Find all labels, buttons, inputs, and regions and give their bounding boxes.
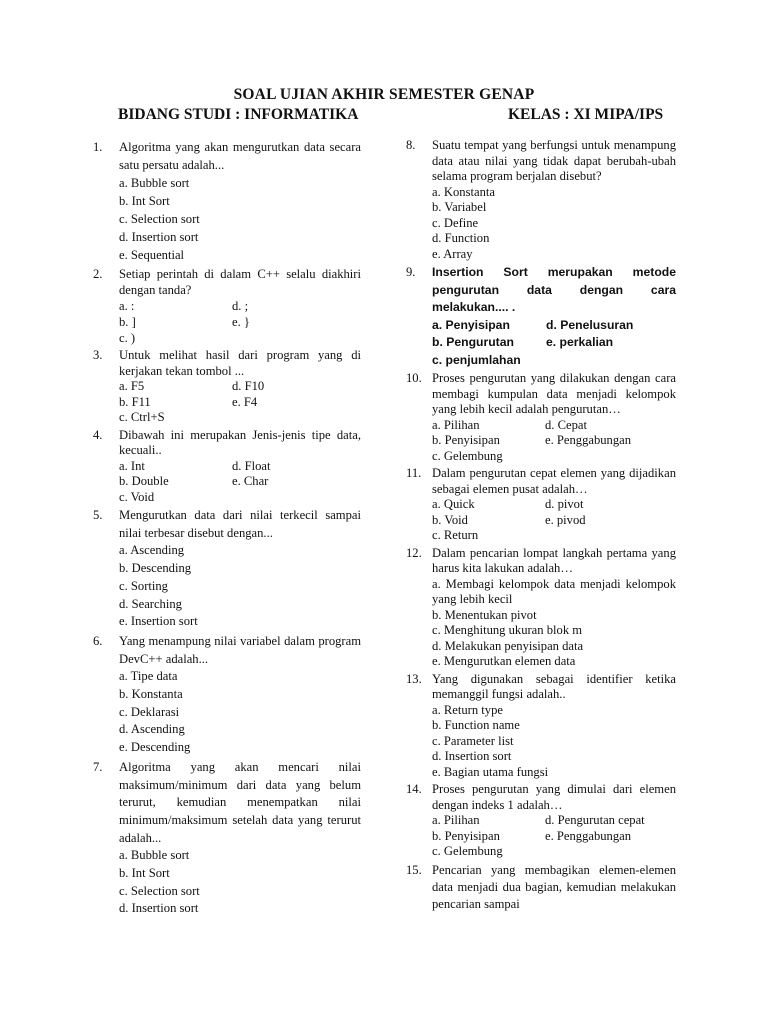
- option: b. Int Sort: [119, 866, 170, 881]
- question-1: [93, 138, 361, 264]
- option: b. Void: [432, 512, 468, 527]
- option: c. ): [119, 331, 136, 345]
- option: b. Descending: [119, 561, 192, 576]
- option: d. pivot: [545, 497, 584, 511]
- exam-title: SOAL UJIAN AKHIR SEMESTER GENAP: [233, 86, 535, 103]
- option: e. Descending: [119, 740, 191, 755]
- option: d. Function: [432, 231, 490, 245]
- question-9: [406, 264, 676, 369]
- option: e. Char: [232, 474, 269, 488]
- question-text: Dalam pengurutan cepat elemen yang dijadikan sebagai elemen pusat adalah…: [432, 466, 676, 496]
- class-label: KELAS : XI MIPA/IPS: [508, 106, 664, 123]
- question-text: Proses pengurutan yang dimulai dari elemen dengan indeks 1 adalah…: [432, 782, 676, 812]
- question-text: Dalam pencarian lompat langkah pertama yang harus kita lakukan adalah…: [432, 545, 676, 575]
- question-8: [406, 138, 676, 262]
- question-text: Suatu tempat yang berfungsi untuk menampung data atau nilai yang tidak dapat berubah-ubah selama program berjalan disebut?: [432, 138, 676, 183]
- question-15: [406, 862, 676, 913]
- question-text: Proses pengurutan yang dilakukan dengan cara membagi kumpulan data menjadi kelompok yang lebih kecil adalah pengurutan…: [432, 371, 676, 416]
- right-column: [406, 138, 676, 915]
- question-14: [406, 782, 676, 860]
- option: a. Ascending: [119, 543, 185, 558]
- option: e. Bagian utama fungsi: [432, 764, 549, 779]
- option: b. Konstanta: [119, 687, 183, 702]
- question-number: 15.: [406, 862, 422, 877]
- option: d. Penelusuran: [546, 317, 634, 332]
- left-column: [93, 138, 361, 920]
- option: e. }: [232, 315, 250, 329]
- question-number: 12.: [406, 545, 422, 560]
- option: e. Array: [432, 246, 473, 261]
- question-number: 8.: [406, 138, 416, 152]
- option: a. Membagi kelompok data menjadi kelompok yang lebih kecil: [432, 576, 676, 606]
- option: e. pivod: [545, 512, 586, 527]
- question-12: [406, 546, 676, 670]
- question-number: 4.: [93, 427, 103, 442]
- option: d. Melakukan penyisipan data: [432, 638, 584, 653]
- option: b. Variabel: [432, 200, 487, 214]
- question-number: 13.: [406, 671, 422, 686]
- option: e. F4: [232, 394, 258, 409]
- question-number: 6.: [93, 633, 103, 648]
- option: c. Gelembung: [432, 844, 503, 858]
- question-5: [93, 507, 361, 631]
- option: d. F10: [232, 379, 265, 393]
- question-text: Yang digunakan sebagai identifier ketika memanggil fungsi adalah..: [432, 671, 676, 701]
- question-13: [406, 672, 676, 781]
- option: a. Pilihan: [432, 813, 480, 827]
- option: a. Bubble sort: [119, 848, 190, 863]
- option: c. Sorting: [119, 578, 168, 593]
- question-text: Insertion Sort merupakan metode pengurutan data dengan cara melakukan.... .: [432, 265, 676, 314]
- option: d. Insertion sort: [119, 230, 199, 244]
- question-number: 3.: [93, 348, 103, 362]
- option: a. Return type: [432, 702, 503, 717]
- question-11: [406, 466, 676, 544]
- option: e. Sequential: [119, 248, 185, 262]
- option: d. Ascending: [119, 722, 185, 737]
- question-text: Algoritma yang akan mencari nilai maksimum/minimum dari data yang belum terurut, kemudian menempatkan nilai minimum/maksimum setelah data yang terurut adalah...: [119, 759, 361, 845]
- option: c. Return: [432, 528, 479, 542]
- option: c. Selection sort: [119, 883, 200, 898]
- option: a. Tipe data: [119, 669, 178, 684]
- question-3: [93, 348, 361, 426]
- question-number: 11.: [406, 466, 422, 480]
- question-2: [93, 266, 361, 346]
- option: a. :: [119, 299, 135, 313]
- question-text: Pencarian yang membagikan elemen-elemen data menjadi dua bagian, kemudian melakukan pencarian sampai: [432, 862, 676, 911]
- option: b. Function name: [432, 718, 520, 732]
- option: d. ;: [232, 299, 249, 313]
- option: a. Penyisipan: [432, 317, 510, 332]
- question-number: 5.: [93, 508, 103, 522]
- option: e. Insertion sort: [119, 614, 198, 629]
- option: d. Insertion sort: [119, 901, 199, 916]
- option: d. Searching: [119, 596, 182, 611]
- question-number: 7.: [93, 759, 103, 774]
- question-text: Untuk melihat hasil dari program yang di kerjakan tekan tombol ...: [119, 348, 361, 378]
- question-number: 14.: [406, 782, 422, 796]
- question-number: 9.: [406, 265, 416, 279]
- option: c. Gelembung: [432, 448, 503, 463]
- option: c. Ctrl+S: [119, 410, 165, 424]
- question-number: 2.: [93, 267, 103, 281]
- option: d. Cepat: [545, 417, 587, 432]
- question-text: Setiap perintah di dalam C++ selalu diakhiri dengan tanda?: [119, 267, 361, 297]
- question-text: Yang menampung nilai variabel dalam program DevC++ adalah...: [119, 633, 361, 666]
- option: c. Void: [119, 489, 155, 504]
- question-number: 1.: [93, 140, 103, 154]
- option: e. Penggabungan: [545, 828, 632, 843]
- option: b. Double: [119, 474, 169, 488]
- option: d. Insertion sort: [432, 749, 512, 763]
- question-7: [93, 759, 361, 918]
- option: a. Pilihan: [432, 417, 480, 432]
- option: d. Pengurutan cepat: [545, 813, 645, 827]
- option: a. Int: [119, 458, 145, 473]
- question-text: Algoritma yang akan mengurutkan data secara satu persatu adalah...: [119, 140, 361, 172]
- option: c. Menghitung ukuran blok m: [432, 623, 583, 637]
- question-text: Mengurutkan data dari nilai terkecil sampai nilai terbesar disebut dengan...: [119, 508, 361, 540]
- option: b. Menentukan pivot: [432, 607, 537, 622]
- option: a. Konstanta: [432, 184, 495, 199]
- option: e. Mengurutkan elemen data: [432, 654, 576, 668]
- option: a. F5: [119, 379, 145, 393]
- option: c. Parameter list: [432, 733, 514, 748]
- option: e. Penggabungan: [545, 433, 632, 447]
- question-4: [93, 428, 361, 506]
- option: b. Penyisipan: [432, 433, 500, 447]
- option: a. Quick: [432, 497, 475, 511]
- question-10: [406, 371, 676, 464]
- question-6: [93, 633, 361, 757]
- option: e. perkalian: [546, 335, 614, 349]
- question-text: Dibawah ini merupakan Jenis-jenis tipe data, kecuali..: [119, 427, 361, 457]
- question-number: 10.: [406, 371, 422, 385]
- option: b. F11: [119, 394, 151, 409]
- subject-label: BIDANG STUDI : INFORMATIKA: [118, 106, 359, 123]
- option: c. penjumlahan: [432, 352, 521, 367]
- option: c. Selection sort: [119, 212, 200, 226]
- option: c. Define: [432, 215, 479, 230]
- option: a. Bubble sort: [119, 176, 190, 190]
- option: b. Pengurutan: [432, 335, 514, 349]
- option: b. Int Sort: [119, 194, 170, 208]
- option: c. Deklarasi: [119, 704, 180, 719]
- option: d. Float: [232, 458, 271, 473]
- option: b. Penyisipan: [432, 828, 500, 843]
- option: b. ]: [119, 315, 136, 329]
